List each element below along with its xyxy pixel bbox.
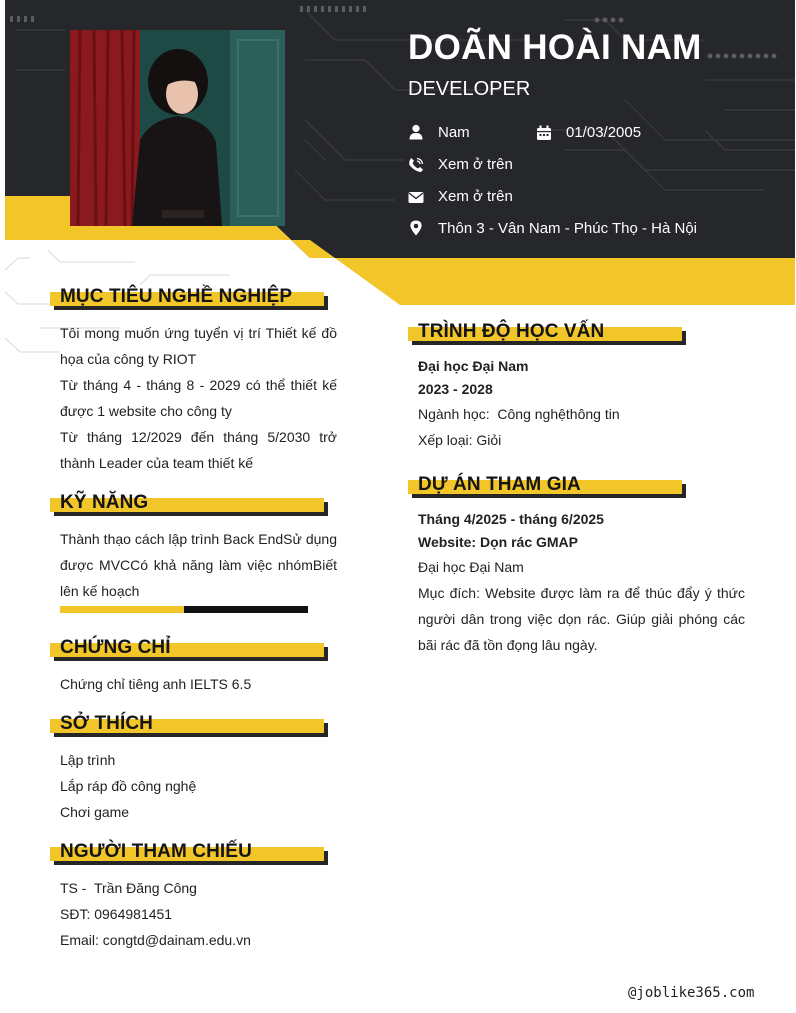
objective-item: Từ tháng 4 - tháng 8 - 2029 có thể thiết kế được 1 website cho công ty bbox=[60, 377, 337, 419]
education-major: Ngành học: Công nghệthông tin bbox=[418, 406, 620, 422]
education-grade: Xếp loại: Giỏi bbox=[418, 432, 502, 448]
project-period: Tháng 4/2025 - tháng 6/2025 bbox=[418, 511, 604, 527]
hobby-item: Chơi game bbox=[60, 804, 130, 820]
location-icon bbox=[408, 220, 424, 236]
skills-text: Thành thạo cách lập trình Back EndSử dụng được MVCCó khả năng làm việc nhómBiết lên kế hoạch bbox=[60, 531, 337, 599]
gender-text: Nam bbox=[438, 124, 470, 141]
skill-level-fill bbox=[60, 606, 184, 613]
education-years: 2023 - 2028 bbox=[418, 381, 493, 397]
profile-photo bbox=[70, 30, 285, 226]
user-icon bbox=[408, 124, 424, 140]
reference-item: Email: congtd@dainam.edu.vn bbox=[60, 932, 251, 948]
address-text: Thôn 3 - Vân Nam - Phúc Thọ - Hà Nội bbox=[438, 220, 697, 237]
calendar-icon bbox=[536, 125, 552, 141]
phone-text: Xem ở trên bbox=[438, 156, 513, 173]
footer-brand: @joblike365.com bbox=[628, 985, 755, 1001]
birthday-text: 01/03/2005 bbox=[566, 124, 642, 141]
project-description: Mục đích: Website được làm ra để thúc đẩy ý thức người dân trong việc dọn rác. Giúp giải phóng các bãi rác đã tồn đọng lâu ngày. bbox=[418, 585, 745, 653]
candidate-role: DEVELOPER bbox=[408, 78, 531, 100]
skill-level-bar bbox=[60, 606, 308, 613]
objective-item: Tôi mong muốn ứng tuyển vị trí Thiết kế đồ họa của công ty RIOT bbox=[60, 325, 337, 367]
candidate-name: DOÃN HOÀI NAM bbox=[408, 28, 702, 67]
objective-item: Từ tháng 12/2029 đến tháng 5/2030 trở thành Leader của team thiết kế bbox=[60, 429, 337, 471]
hobby-item: Lắp ráp đồ công nghệ bbox=[60, 778, 197, 794]
reference-item: TS - Trần Đăng Công bbox=[60, 880, 197, 896]
certificate-item: Chứng chỉ tiêng anh IELTS 6.5 bbox=[60, 676, 252, 692]
project-org: Đại học Đại Nam bbox=[418, 559, 524, 575]
project-name: Website: Dọn rác GMAP bbox=[418, 534, 578, 550]
hobby-item: Lập trình bbox=[60, 752, 116, 768]
education-school: Đại học Đại Nam bbox=[418, 358, 529, 374]
phone-icon bbox=[408, 157, 424, 173]
mail-icon bbox=[408, 189, 424, 205]
reference-item: SĐT: 0964981451 bbox=[60, 906, 173, 922]
email-text: Xem ở trên bbox=[438, 188, 513, 205]
